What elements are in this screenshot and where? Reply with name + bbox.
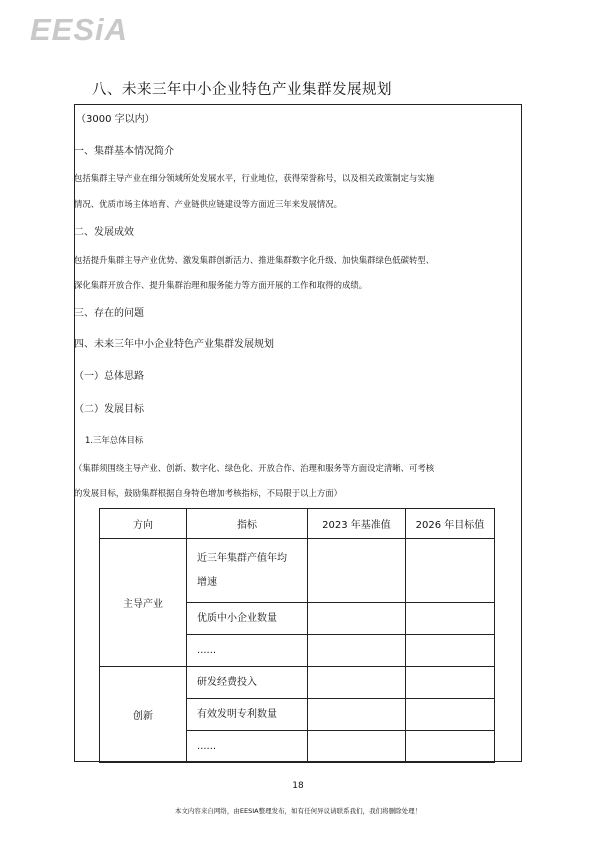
header-target-value: 2026 年目标值	[406, 509, 495, 539]
target-value-cell[interactable]	[406, 699, 495, 731]
eesia-logo: EESiA	[30, 12, 129, 47]
target-value-cell[interactable]	[406, 603, 495, 635]
three-year-goals-item: 1.三年总体目标	[85, 435, 144, 445]
subheading-overall-approach: （一）总体思路	[74, 371, 144, 382]
base-value-cell[interactable]	[308, 699, 406, 731]
achievements-text-line1: 包括提升集群主导产业优势、激发集群创新活力、推进集群数字化升级、加快集群绿色低碳转型、	[74, 255, 435, 265]
direction-cell: 创新	[100, 667, 187, 763]
indicator-cell: 研发经费投入	[187, 667, 308, 699]
achievements-text-line2: 深化集群开放合作、提升集群治理和服务能力等方面开展的工作和取得的成绩。	[74, 280, 368, 290]
indicator-cell	[187, 539, 308, 603]
goal-note-line2: 的发展目标，鼓励集群根据自身特色增加考核指标，不局限于以上方面）	[74, 488, 342, 498]
indicator-line: 近三年集群产值年均	[197, 552, 287, 564]
indicator-cell: ......	[187, 635, 308, 667]
basic-info-text-line2: 情况、优质市场主体培育、产业链供应链建设等方面近三年来发展情况。	[74, 199, 342, 209]
indicator-cell: 优质中小企业数量	[187, 603, 308, 635]
header-indicator: 指标	[187, 509, 308, 539]
goal-note-line1: （集群须围绕主导产业、创新、数字化、绿色化、开放合作、治理和服务等方面设定清晰、可考核	[74, 463, 435, 473]
goals-table	[99, 508, 495, 763]
header-base-value: 2023 年基准值	[308, 509, 406, 539]
base-value-cell[interactable]	[308, 667, 406, 699]
table-row	[100, 539, 495, 603]
table-header-row	[100, 509, 495, 539]
indicator-cell: 有效发明专利数量	[187, 699, 308, 731]
header-direction: 方向	[100, 509, 187, 539]
subheading-development-goals: （二）发展目标	[74, 404, 144, 415]
heading-problems: 三、存在的问题	[74, 308, 144, 319]
base-value-cell[interactable]	[308, 635, 406, 667]
target-value-cell[interactable]	[406, 731, 495, 763]
word-limit-note: （3000 字以内）	[76, 114, 155, 125]
base-value-cell[interactable]	[308, 539, 406, 603]
heading-basic-info: 一、集群基本情况简介	[74, 146, 174, 157]
section-title: 八、未来三年中小企业特色产业集群发展规划	[92, 82, 392, 98]
indicator-cell: ......	[187, 731, 308, 763]
target-value-cell[interactable]	[406, 539, 495, 603]
indicator-line: 增速	[197, 576, 217, 588]
page-number: 18	[292, 781, 304, 791]
direction-cell: 主导产业	[100, 539, 187, 667]
footer-disclaimer: 本文内容来自网络，由EESIA整理发布，如有任何异议请联系我们，我们将删除处理！	[174, 807, 422, 815]
heading-plan: 四、未来三年中小企业特色产业集群发展规划	[74, 339, 274, 350]
base-value-cell[interactable]	[308, 603, 406, 635]
table-row	[100, 667, 495, 699]
basic-info-text-line1: 包括集群主导产业在细分领域所处发展水平，行业地位，获得荣誉称号，以及相关政策制定与实施	[74, 173, 435, 183]
target-value-cell[interactable]	[406, 667, 495, 699]
target-value-cell[interactable]	[406, 635, 495, 667]
heading-achievements: 二、发展成效	[74, 227, 134, 238]
base-value-cell[interactable]	[308, 731, 406, 763]
